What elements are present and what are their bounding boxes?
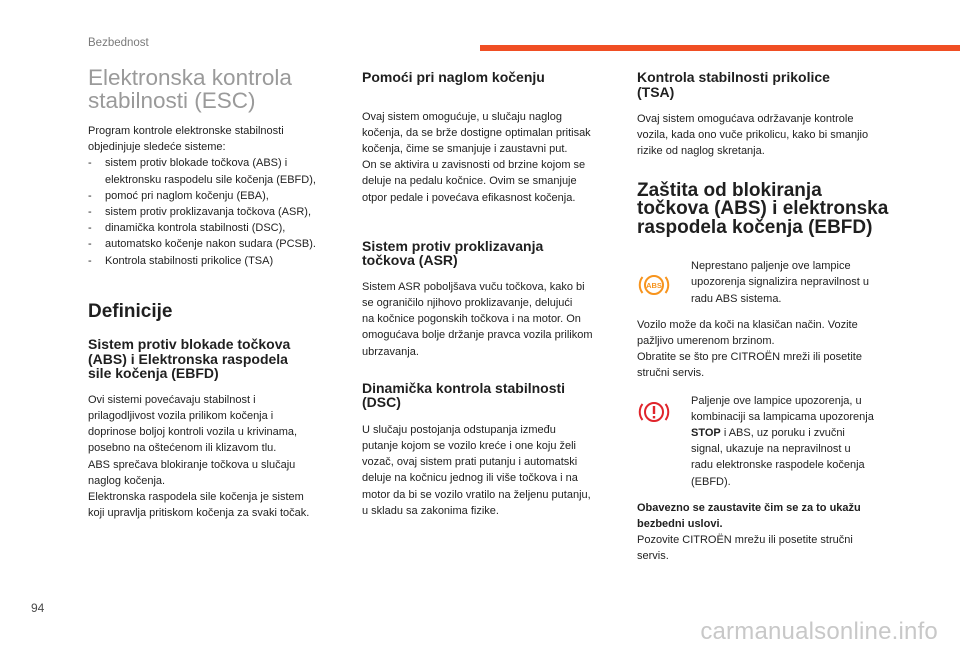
list-item: - sistem protiv proklizavanja točkova (ASR), [88,204,348,220]
brake-lamp-notice [637,393,897,490]
tsa-heading: Kontrola stabilnosti prikolice (TSA) [637,69,830,100]
asr-heading: Sistem protiv proklizavanja točkova (ASR) [362,237,544,269]
page-title: Elektronska kontrola stabilnosti (ESC) [88,65,292,113]
definitions-heading: Definicije [88,300,173,322]
abs-warning-lamp-icon [637,258,691,298]
dsc-text: U slučaju postojanja odstupanja između putanje kojom se vozilo kreće i one koju želi vozač, ovaj sistem prati putanju i automatski deluje na kočnicu jednog ili više točkova i na motor da bi se vozilo vratilo na željenu putanju, u skladu sa zakonima fizike. [362,423,591,517]
brake-lamp-text: Paljenje ove lampice upozorenja, u kombinaciji sa lampicama upozorenja STOP i ABS, uz poruku i zvučni signal, ukazuje na nepravilnost u radu elektronske raspodele kočenja (EBFD). [691,394,874,488]
abs-ebfd-heading: Sistem protiv blokade točkova (ABS) i Elektronska raspodela sile kočenja (EBFD) [88,336,291,382]
asr-text: Sistem ASR poboljšava vuču točkova, kako bi se ograničilo njihovo proklizavanje, delujući na kočnice pogonskih točkova i na motor. On omogućava bolje držanje pravca vozila prilikom ubrzavanja. [362,280,593,358]
eba-heading: Pomoći pri naglom kočenju [362,69,545,85]
column-middle [362,66,620,519]
tsa-text: Ovaj sistem omogućava održavanje kontrole vozila, kada ono vuče prikolicu, kako bi smanjio rizike od naglog skretanja. [637,113,869,158]
page-number: 94 [31,601,45,615]
watermark: carmanualsonline.info [700,618,938,645]
column-left [88,66,348,521]
abs-ebfd-fault-heading: Zaštita od blokiranja točkova (ABS) i elektronska raspodela kočenja (EBFD) [637,179,889,238]
abs-lamp-notice [637,258,897,307]
section-accent-bar [480,45,960,51]
column-right [637,66,897,565]
abs-ebfd-text: Ovi sistemi povećavaju stabilnost i prilagodljivost vozila prilikom kočenja i doprinose boljoj kontroli vozila u krivinama, posebno na oštećenom ili klizavom tlu. ABS sprečava blokiranje točkova u slučaju naglog kočenja. Elektronska raspodela sile kočenja je sistem koji upravlja pritiskom kočenja za svaki točak. [88,393,310,520]
esc-intro: Program kontrole elektronske stabilnosti objedinjuje sledeće sisteme: [88,125,284,154]
brake-warning-lamp-icon [637,393,691,425]
list-item: - sistem protiv blokade točkova (ABS) i elektronsku raspodelu sile kočenja (EBFD), [88,155,348,187]
list-item: - pomoć pri naglom kočenju (EBA), [88,188,348,204]
abs-lamp-text: Neprestano paljenje ove lampice upozorenja signalizira nepravilnost u radu ABS sistema. [691,260,869,305]
stop-warning-text: Obavezno se zaustavite čim se za to ukažu bezbedni uslovi. Pozovite CITROËN mrežu ili posetite stručni servis. [637,501,861,563]
list-item: - Kontrola stabilnosti prikolice (TSA) [88,253,348,269]
abs-lamp-label: ABS [646,281,662,291]
section-header: Bezbednost [88,37,149,49]
conventional-braking-text: Vozilo može da koči na klasičan način. Vozite pažljivo umerenom brzinom. Obratite se što pre CITROËN mreži ili posetite stručni servis. [637,318,862,380]
stop-label: STOP [691,426,721,439]
esc-systems-list [88,155,348,268]
list-item: - dinamička kontrola stabilnosti (DSC), [88,220,348,236]
eba-text: Ovaj sistem omogućuje, u slučaju naglog kočenja, da se brže dostigne optimalan pritisak kočenja, čime se smanjuje i zaustavni put. On se aktivira u zavisnosti od brzine kojom se deluje na pedalu kočnice. Ovim se smanjuje otpor pedale i povećava efikasnost kočenja. [362,110,591,204]
dsc-heading: Dinamička kontrola stabilnosti (DSC) [362,379,566,411]
list-item: - automatsko kočenje nakon sudara (PCSB). [88,236,348,252]
